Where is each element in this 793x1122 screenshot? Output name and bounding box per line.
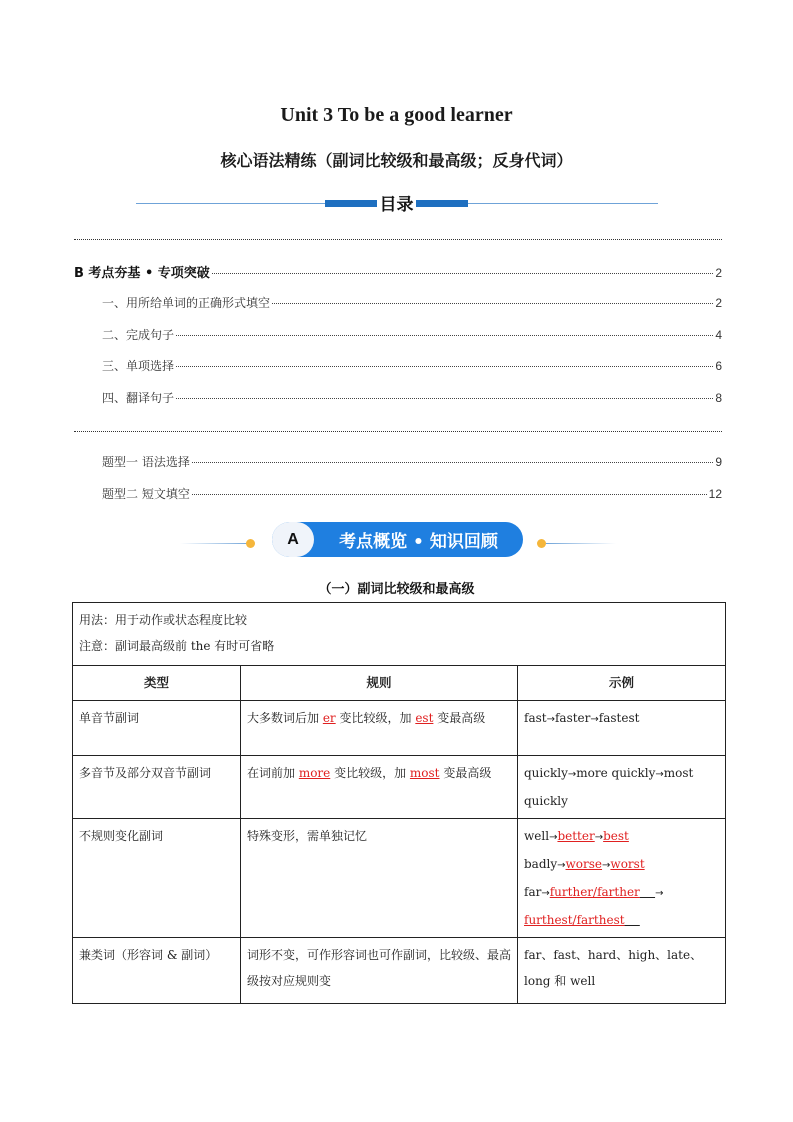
- example-word: fastest: [598, 711, 640, 725]
- section-title: （一）副词比较级和最高级: [318, 582, 475, 597]
- type-cell: 多音节及部分双音节副词: [73, 756, 241, 819]
- column-header: 类型: [73, 666, 241, 701]
- answer-text: worst: [610, 857, 645, 871]
- toc-entry[interactable]: [102, 357, 722, 374]
- example-word: fast: [524, 711, 547, 725]
- table-row: [73, 819, 726, 938]
- rule-text: 在词前加: [247, 766, 299, 780]
- answer-text: more: [298, 766, 331, 780]
- note-text: 注意：副词最高级前 the 有时可省略: [79, 639, 275, 653]
- blank-underline: [625, 913, 640, 927]
- toc-leader: [192, 462, 713, 463]
- rule-cell: 特殊变形，需单独记忆: [241, 819, 518, 938]
- toc-entry[interactable]: [102, 389, 722, 406]
- rule-text: 变最高级: [433, 711, 486, 725]
- toc-entry[interactable]: [102, 485, 722, 502]
- arrow-icon: →: [557, 860, 566, 871]
- example-line: [524, 879, 719, 907]
- toc-divider-right: [468, 203, 658, 204]
- rule-text: 变比较级，加: [335, 711, 416, 725]
- example-cell: [518, 701, 726, 756]
- example-line: [524, 851, 719, 879]
- example-cell: [518, 756, 726, 819]
- type-cell: 单音节副词: [73, 701, 241, 756]
- toc-entry-label: 三、单项选择: [102, 359, 175, 373]
- arrow-icon: →: [546, 714, 555, 725]
- rule-cell: [241, 756, 518, 819]
- toc-entry[interactable]: [102, 453, 722, 470]
- table-row: [73, 756, 726, 819]
- rule-text: 变比较级，加: [330, 766, 410, 780]
- toc-leader: [176, 335, 713, 336]
- type-cell: 不规则变化副词: [73, 819, 241, 938]
- answer-text: better: [557, 829, 595, 843]
- example-word: more quickly: [576, 766, 656, 780]
- toc-entry-label: 题型一 语法选择: [102, 455, 190, 469]
- answer-text: further/farther: [549, 885, 640, 899]
- toc-page-number: 6: [715, 359, 722, 373]
- banner-line-left: [180, 543, 250, 544]
- table-note-row: [73, 603, 726, 666]
- arrow-icon: →: [655, 888, 664, 899]
- column-header: 规则: [241, 666, 518, 701]
- toc-entry-label: 一、用所给单词的正确形式填空: [102, 296, 271, 310]
- toc-entry-label: 四、翻译句子: [102, 391, 175, 405]
- arrow-icon: →: [655, 769, 664, 780]
- table-note-cell: [73, 603, 726, 666]
- arrow-icon: →: [549, 832, 558, 843]
- arrow-icon: →: [602, 860, 611, 871]
- toc-entry[interactable]: [102, 326, 722, 343]
- column-header: 示例: [518, 666, 726, 701]
- toc-leader: [176, 398, 713, 399]
- arrow-icon: →: [567, 769, 577, 780]
- type-cell: 兼类词（形容词 & 副词）: [73, 938, 241, 1004]
- toc-leader: [272, 303, 713, 304]
- table-row: [73, 938, 726, 1004]
- answer-text: er: [322, 711, 336, 725]
- toc-bar-right: [416, 200, 468, 207]
- rule-text: 变最高级: [439, 766, 492, 780]
- toc-leader: [176, 366, 713, 367]
- example-word: most quickly: [524, 766, 694, 808]
- arrow-icon: →: [594, 832, 604, 843]
- example-word: far: [524, 885, 542, 899]
- banner-letter: A: [272, 522, 314, 557]
- table-row: [73, 701, 726, 756]
- toc-page-number: 8: [715, 391, 722, 405]
- toc-page-number: 2: [715, 296, 722, 310]
- example-word: quickly: [524, 766, 568, 780]
- example-line: [524, 823, 719, 851]
- answer-text: most: [409, 766, 440, 780]
- table-header-row: [73, 666, 726, 701]
- toc-leader: [192, 494, 707, 495]
- toc-heading: 目录: [379, 195, 414, 215]
- banner-title: 考点概览 • 知识回顾: [339, 532, 498, 552]
- banner-dot-right: [537, 539, 546, 548]
- toc-separator: [74, 239, 722, 240]
- example-word: well: [524, 829, 550, 843]
- example-word: faster: [554, 711, 591, 725]
- example-cell: far、fast、hard、high、late、long 和 well: [518, 938, 726, 1004]
- toc-entry-label: 二、完成句子: [102, 328, 175, 342]
- toc-page-number: 12: [708, 487, 722, 501]
- banner-line-right: [546, 543, 616, 544]
- rule-cell: [241, 701, 518, 756]
- arrow-icon: →: [590, 714, 599, 725]
- toc-entry-label: B 考点夯基 • 专项突破: [74, 266, 210, 281]
- answer-text: best: [603, 829, 629, 843]
- toc-entry-main[interactable]: [74, 262, 722, 281]
- toc-entry-label: 题型二 短文填空: [102, 487, 190, 501]
- answer-text: est: [415, 711, 434, 725]
- blank-underline: [640, 885, 655, 899]
- answer-text: worse: [565, 857, 603, 871]
- toc-page-number: 9: [715, 455, 722, 469]
- example-cell: [518, 819, 726, 938]
- toc-separator: [74, 431, 722, 432]
- toc-entry[interactable]: [102, 294, 722, 311]
- answer-text: furthest/farthest: [524, 913, 625, 927]
- example-word: badly: [524, 857, 558, 871]
- usage-text: 用法：用于动作或状态程度比较: [79, 613, 248, 627]
- arrow-icon: →: [541, 888, 550, 899]
- example-line: [524, 907, 719, 933]
- rule-text: 大多数词后加: [247, 711, 323, 725]
- banner-dot-left: [246, 539, 255, 548]
- document-title: Unit 3 To be a good learner: [280, 104, 513, 126]
- rule-cell: 词形不变，可作形容词也可作副词，比较级、最高级按对应规则变: [241, 938, 518, 1004]
- toc-page-number: 4: [715, 328, 722, 342]
- toc-leader: [212, 273, 714, 274]
- document-subtitle: 核心语法精练（副词比较级和最高级；反身代词）: [220, 151, 573, 170]
- toc-page-number: 2: [715, 266, 722, 280]
- grammar-table: [72, 602, 726, 1004]
